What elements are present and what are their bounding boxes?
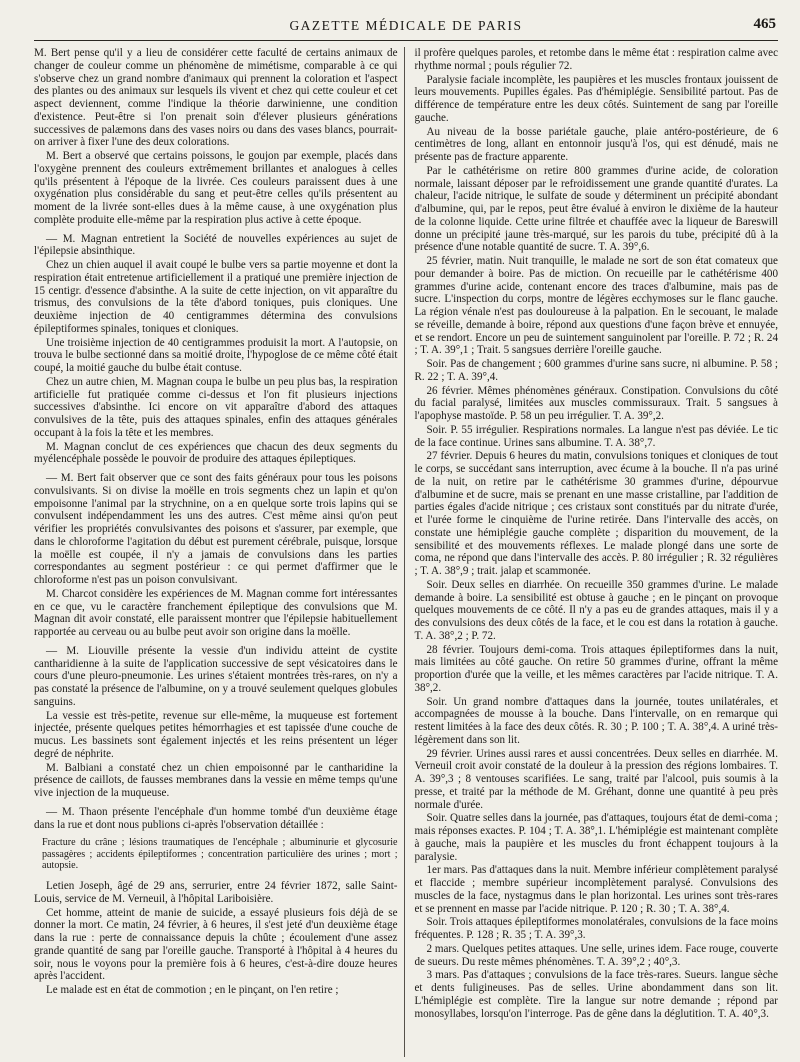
paragraph: Chez un autre chien, M. Magnan coupa le bulbe un peu plus bas, la respiration artificielle fut pratiquée comme ci-dessus et l'on fit plusieurs injections successives d'absinthe. Ici encore on vit apparaître d'abord des attaques convulsives de la tête, puis des attaques spinales, enfin des attaques générales occupant à la fois la tête et les membres.	[34, 375, 398, 439]
paragraph: M. Charcot considère les expériences de M. Magnan comme fort intéressantes en ce que, vu le caractère franchement épileptique des convulsions que M. Magnan dit avoir constaté, elle paraissent montrer que l'épilepsie habituellement rapportée au cerveau ou au bulbe peut avoir son origine dans la moëlle.	[34, 587, 398, 638]
page-number: 465	[753, 16, 776, 32]
paragraph: il profère quelques paroles, et retombe dans le même état : respiration calme avec rhythme normal ; pouls régulier 72.	[414, 47, 778, 72]
page-header	[34, 14, 778, 41]
paragraph: Paralysie faciale incomplète, les paupières et les muscles frontaux jouissent de leurs mouvements. Pupilles égales. Pas d'hémiplégie. Sensibilité partout. Pas de différence de température entre les deux côtés. Suintement de sang par l'oreille gauche.	[414, 73, 778, 124]
paragraph: Soir. Trois attaques épileptiformes monolatérales, convulsions de la face moins fréquentes. P. 128 ; R. 35 ; T. A. 39°,3.	[414, 916, 778, 941]
right-column	[413, 47, 779, 1057]
left-column	[34, 47, 405, 1057]
paragraph: M. Bert pense qu'il y a lieu de considérer cette faculté de certains animaux de changer de couleur comme un phénomène de mimétisme, comparable à ce qui s'observe chez un grand nombre d'animaux qui prennent la coloration et l'aspect des plantes ou des animaux sur lesquels ils vivent et chez qui cette couleur et cet aspect deviennent, comme l'indique la théorie darwinienne, une condition d'existence. Peut-être si l'on prenait soin d'élever plusieurs générations successives de palæmons dans des vases noirs ou dans des vases blancs, pourrait-on arriver à fixer l'une des deux colorations.	[34, 47, 398, 149]
paragraph: Soir. Pas de changement ; 600 grammes d'urine sans sucre, ni albumine. P. 58 ; R. 22 ; T. A. 39°,4.	[414, 358, 778, 383]
paragraph: Une troisième injection de 40 centigrammes produisit la mort. A l'autopsie, on trouva le bulbe sectionné dans sa moitié droite, l'hypoglose de ce même côté était coupé, la moitié gauche du bulbe était contuse.	[34, 336, 398, 374]
paragraph: Cet homme, atteint de manie de suicide, a essayé plusieurs fois déjà de se donner la mort. Ce matin, 24 février, à 6 heures, il s'est jeté d'un deuxième étage dans la rue : perte de connaissance depuis la chûte ; écoulement d'une assez grande quantité de sang par l'oreille gauche. Transporté à l'hôpital à 4 heures du soir, nous le voyons pour la première fois à 6 heures, c'est-à-dire douze heures après l'accident.	[34, 906, 398, 983]
paragraph: 25 février, matin. Nuit tranquille, le malade ne sort de son état comateux que pour demander à boire. Pas de miction. On recueille par le cathétérisme 400 grammes d'urine acide, contenant encore des traces d'albumine, mais pas de sucre. L'inspection du corps, montre de légères ecchymoses sur le flanc gauche. La région vénale n'est pas douloureuse à la palpation. En le secouant, le malade se réveille, demande à boire, répond aux questions d'une façon brève et ennuyée, et se rendort. Encore un peu de suintement sanguinolent par l'oreille. P. 72 ; R. 24 ; T. A. 39°,1 ; Trait. 5 sangsues derrière l'oreille gauche.	[414, 255, 778, 357]
paragraph: — M. Liouville présente la vessie d'un individu atteint de cystite cantharidienne à la suite de l'application successive de sept vésicatoires dans le cours d'une pleuro-pneumonie. Les urines s'étaient montrées très-rares, on n'y a pas constaté la présence de l'albumine, on y a trouvé seulement quelques globules sanguins.	[34, 644, 398, 708]
text-columns	[34, 47, 778, 1057]
paragraph: 29 février. Urines aussi rares et aussi concentrées. Deux selles en diarrhée. M. Verneuil croit avoir constaté de la douleur à la pression des régions lombaires. T. A. 39°,3 ; 8 ventouses scarifiées. Le sang, traité par l'alcool, puis soumis à la presse, et traité par la méthode de M. Gréhant, donne une quantité à peu près normale d'urée.	[414, 747, 778, 811]
paragraph: Par le cathétérisme on retire 800 grammes d'urine acide, de coloration normale, laissant déposer par le refroidissement une grande quantité d'urates. La chaleur, l'acide nitrique, le sulfate de soude y déterminent un précipité abondant d'albumine, qui, par le repos, peut être évalué à environ le dixième de la hauteur de la colonne liquide. Cette urine filtrée et chauffée avec la liqueur de Bareswill donne un précipité jaune très-marqué, sur les parois du tube, précipité dû à la présence d'une notable quantité de sucre. T. A. 39°,6.	[414, 164, 778, 254]
paragraph: La vessie est très-petite, revenue sur elle-même, la muqueuse est fortement injectée, présente quelques petites hémorrhagies et est tapissée d'une couche de mucus. Les bassinets sont également injectés et les reins présentent un léger degré de néphrite.	[34, 709, 398, 760]
paragraph: Le malade est en état de commotion ; en le pinçant, on l'en retire ;	[46, 984, 339, 997]
paragraph: — M. Thaon présente l'encéphale d'un homme tombé d'un deuxième étage dans la rue et dont nous publions ci-après l'observation détaillée :	[34, 805, 398, 831]
paragraph: Letien Joseph, âgé de 29 ans, serrurier, entre 24 février 1872, salle Saint-Louis, service de M. Verneuil, à l'hôpital Lariboisière.	[34, 880, 398, 905]
paragraph: 3 mars. Pas d'attaques ; convulsions de la face très-rares. Sueurs. langue sèche et dents fuligineuses. Pas de selles. Urine abondamment dans son lit. L'hémiplégie est complète. Tire la langue sur notre demande ; répond par monosyllabes, lorsqu'on l'interroge. Pas de gêne dans la déglutition. T. A. 40°,3.	[414, 969, 778, 1020]
paragraph: Soir. Deux selles en diarrhée. On recueille 350 grammes d'urine. Le malade demande à boire. La sensibilité est obtuse à gauche ; en le pinçant on provoque quelques mouvements de ce côté. Il n'y a pas eu de grandes attaques, mais il y a des convulsions des deux côtés de la face, et le cou est dans la rotation à gauche. T. A. 38°,2 ; P. 72.	[414, 578, 778, 642]
observation-summary: Fracture du crâne ; lésions traumatiques de l'encéphale ; albuminurie et glycosurie passagères ; accidents épileptiformes ; concentration particulière des urines ; mort ; autopsie.	[42, 837, 398, 872]
paragraph: M. Bert a observé que certains poissons, le goujon par exemple, placés dans l'oxygène prennent des couleurs extrêmement brillantes et analogues à celles qu'ils présentent à l'époque de la livrée. Ces couleurs paraissent dues à une oxygénation plus considérable du sang et peut-être celles qu'ils présentent au moment de la livrée sont-elles dues à la même cause, à une oxygénation plus complète produite elle-même par la respiration plus active à cette époque.	[34, 150, 398, 226]
paragraph: Soir. Quatre selles dans la journée, pas d'attaques, toujours état de demi-coma ; mais réponses exactes. P. 104 ; T. A. 38°,1. L'hémiplégie est maintenant complète à gauche, mais la paupière et les muscles du front échappent toujours à la paralysie.	[414, 812, 778, 863]
paragraph: Soir. Un grand nombre d'attaques dans la journée, toutes unilatérales, et accompagnées de mousse à la bouche. Dans l'intervalle, on en remarque qui restent limitées à la face des deux côtés. R. 30 ; P. 100 ; T. A. 38°,4. A uriné très-légèrement dans son lit.	[414, 695, 778, 746]
paragraph: M. Balbiani a constaté chez un chien empoisonné par le cantharidine la présence de caillots, de fausses membranes dans la vessie en même temps qu'une vive injection de la muqueuse.	[34, 761, 398, 799]
paragraph: 28 février. Toujours demi-coma. Trois attaques épileptiformes dans la nuit, mais limitées au côté gauche. On retire 50 grammes d'urine, offrant la même proportion d'urée que la veille, et les mêmes caractères par l'acide nitrique. T. A. 38°,2.	[414, 643, 778, 694]
paragraph: — M. Bert fait observer que ce sont des faits généraux pour tous les poisons convulsivants. Si on divise la moëlle en trois segments chez un lapin et qu'on empoisonne l'animal par la strychnine, on a en quelque sorte trois lapins qui se convulsent indépendamment les uns des autres. C'est même ainsi qu'on peut vérifier les propriétés convulsivantes des poisons et s'assurer, par exemple, que dans le chloroforme l'agitation du début est purement cérébrale, puisque, lorsque la moëlle est coupée, il n'y a jamais de convulsions dans les parties correspondantes au segment postérieur : ce qui permet d'affirmer que le chloroforme n'est pas un poison convulsivant.	[34, 472, 398, 586]
running-title: GAZETTE MÉDICALE DE PARIS	[289, 18, 523, 33]
paragraph: Soir. P. 55 irrégulier. Respirations normales. La langue n'est pas déviée. Le tic de la face continue. Urines sans albumine. T. A. 38°,7.	[414, 423, 778, 449]
paragraph: Au niveau de la bosse pariétale gauche, plaie antéro-postérieure, de 6 centimètres de long, allant en entonnoir jusqu'à l'os, qui est dénudé, mais ne présente pas de fracture apparente.	[414, 125, 778, 163]
paragraph: Chez un chien auquel il avait coupé le bulbe vers sa partie moyenne et dont la respiration était entretenue artificiellement il a pratiqué une première injection de 15 centigr. d'essence d'absinthe. A la suite de cette injection, on vit apparaître du trismus, des convulsions de la tête d'abord toniques, puis cloniques. Une deuxième injection de 40 centigrammes détermina des convulsions épileptiformes spinales, toniques et cloniques.	[34, 259, 398, 335]
paragraph: M. Magnan conclut de ces expériences que chacun des deux segments du myélencéphale possède le pouvoir de produire des attaques épileptiques.	[34, 440, 398, 466]
paragraph: — M. Magnan entretient la Société de nouvelles expériences au sujet de l'épilepsie absinthique.	[34, 232, 398, 258]
paragraph: 26 février. Mêmes phénomènes généraux. Constipation. Convulsions du côté du facial paralysé, limitées aux muscles commissuraux. Trait. 5 sangsues à l'apophyse mastoïde. P. 58 un peu irrégulier. T. A. 39°,2.	[414, 384, 778, 422]
paragraph: 27 février. Depuis 6 heures du matin, convulsions toniques et cloniques de tout le corps, se succédant sans interruption, avec écume à la bouche. Il n'a pas uriné de la nuit, on retire par le cathétérisme 30 grammes d'urine, dépourvue d'albumine et de sucre, mais se prenant en une masse cristalline, par l'addition de parties égales d'acide nitrique ; ces cristaux sont constitués par du nitrate d'urée, et l'urée forme le cinquième de l'urine retirée. Dans l'intervalle des accès, on constate une hémiplégie gauche complète ; disparition du mouvement, de la sensibilité et des mouvements réflexes. Le malade plongé dans une sorte de coma, ne répond que dans l'intervalle des accès. P. 80 irrégulier ; R. 32 régulières ; T. A. 38°,9 ; trait. jalap et scammonée.	[414, 450, 778, 577]
paragraph: 2 mars. Quelques petites attaques. Une selle, urines idem. Face rouge, couverte de sueurs. Du reste mêmes phénomènes. T. A. 39°,2 ; 40°,3.	[414, 942, 778, 968]
paragraph: 1er mars. Pas d'attaques dans la nuit. Membre inférieur complètement paralysé et flaccide ; membre supérieur incomplètement paralysé. Convulsions des muscles de la face, nystagmus dans le plan horizontal. Les urines sont très-rares et se prennent en masse par l'acide nitrique. P. 120 ; R. 30 ; T. A. 38°,4.	[414, 864, 778, 915]
